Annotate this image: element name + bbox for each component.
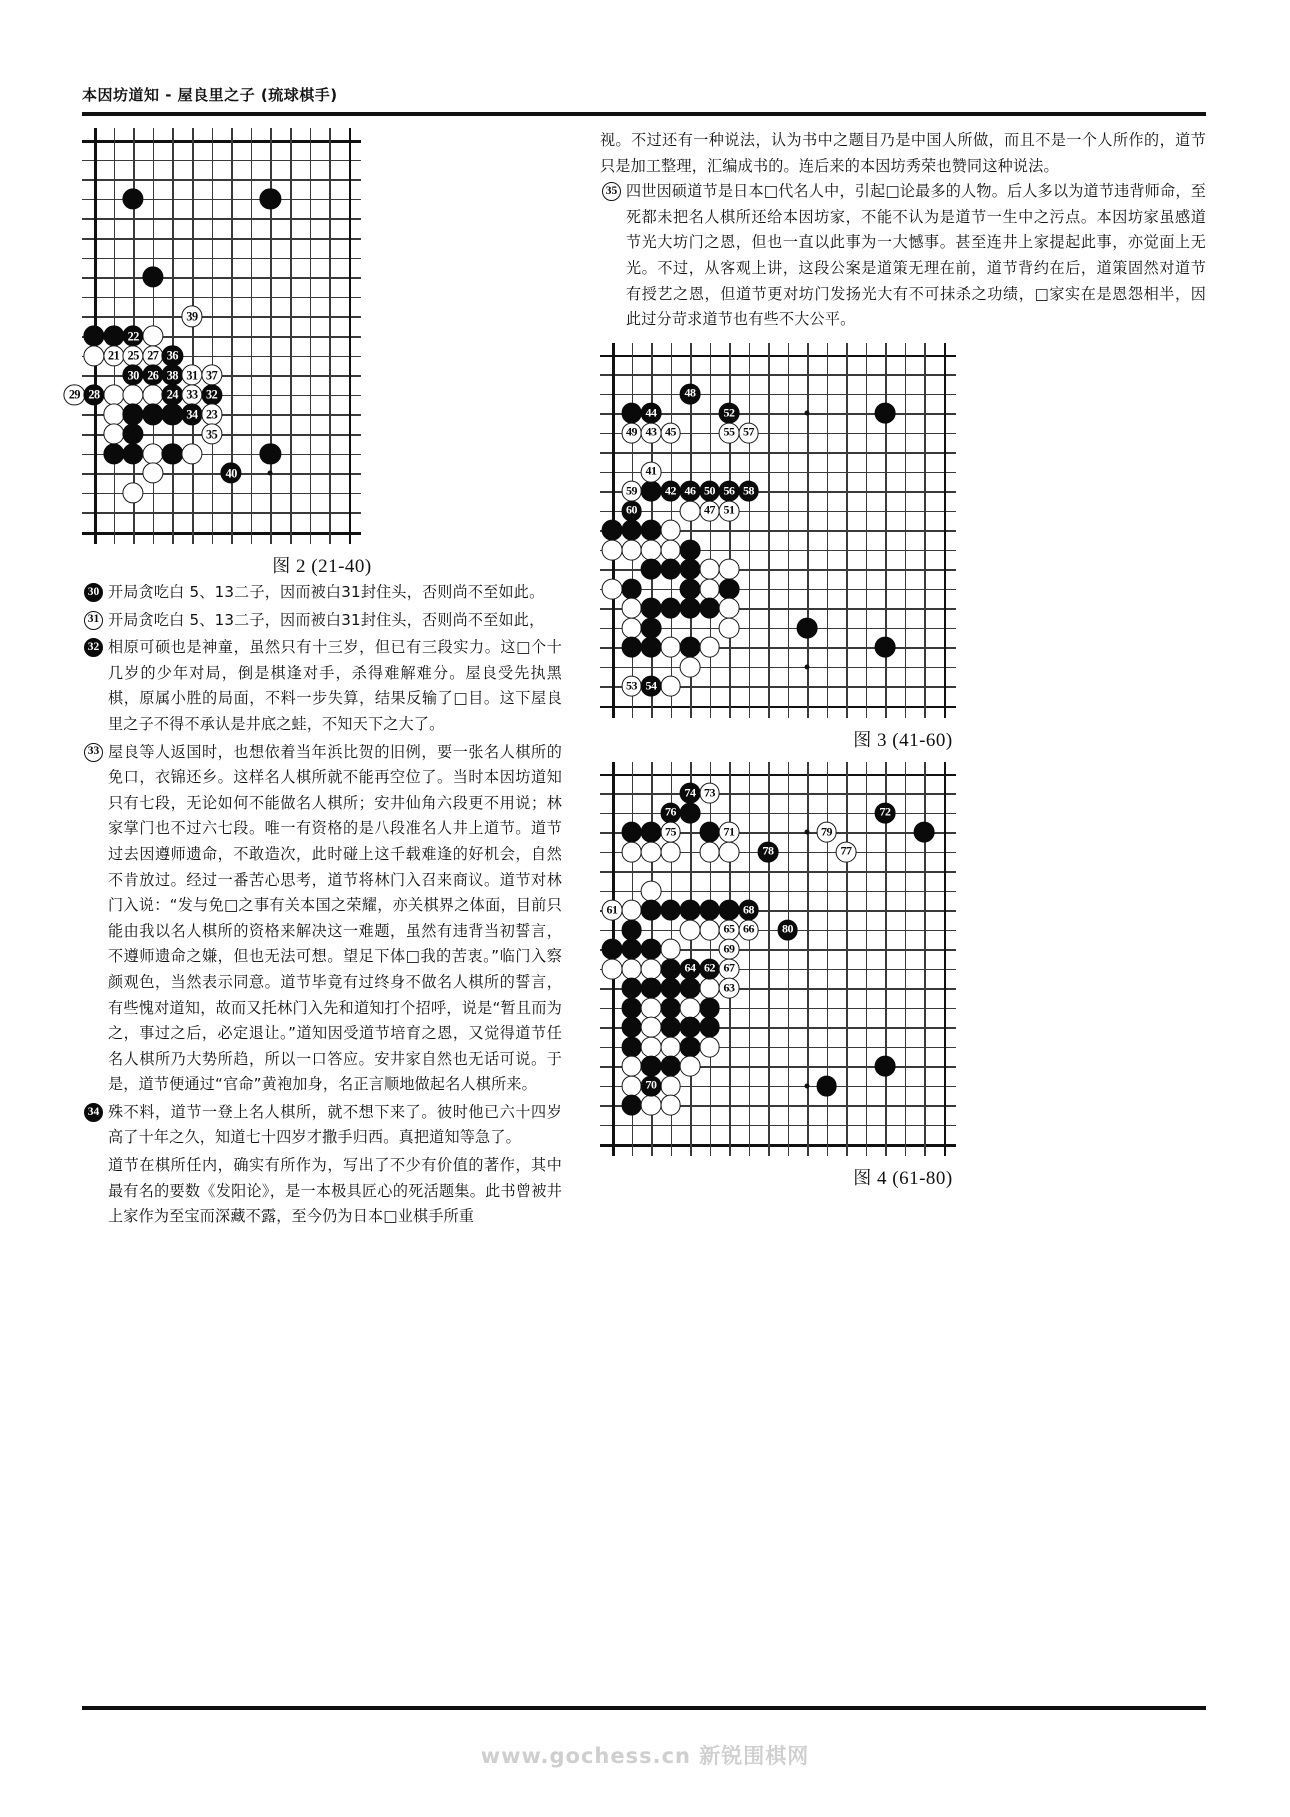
stone-marker-35: 35 bbox=[602, 182, 621, 201]
board-line-h bbox=[600, 871, 956, 873]
board-line-v bbox=[944, 343, 947, 718]
stone-black bbox=[641, 617, 662, 638]
stone-57: 57 bbox=[738, 422, 759, 443]
stone-52: 52 bbox=[719, 403, 740, 424]
stone-black bbox=[719, 900, 740, 921]
stone-white bbox=[641, 1036, 662, 1057]
stone-black bbox=[621, 403, 642, 424]
figure-4-caption bbox=[600, 1164, 1206, 1190]
stone-black bbox=[621, 822, 642, 843]
board-line-v bbox=[885, 343, 887, 718]
board-line-h bbox=[82, 258, 361, 260]
stone-white bbox=[680, 656, 701, 677]
stone-white bbox=[660, 939, 681, 960]
note-text: 开局贪吃白 5、13二子，因而被白31封住头，否则尚不至如此， bbox=[108, 610, 545, 629]
note-35-text: 四世因硕道节是日本□代名人中，引起□论最多的人物。后人多以为道节违背师命，至死都未把名人棋所还给本因坊家，不能不认为是道节一生中之污点。本因坊家虽感道节光大坊门之恩，但也一直以此事为一大憾事。甚至连井上家提起此事，亦觉面上无光。不过，从客观上讲，这段公案是道策无理在前，道节背约在后，道策固然对道节有授艺之恩，但道节更对坊门发扬光大有不可抹杀之功绩，□家实在是恩怨相半，因此过分苛求道节也有些不大公平。 bbox=[626, 182, 1206, 329]
board-line-v bbox=[251, 128, 253, 544]
stone-45: 45 bbox=[660, 422, 681, 443]
board-line-h bbox=[600, 813, 956, 815]
stone-white bbox=[621, 841, 642, 862]
board-line-h bbox=[600, 1125, 956, 1127]
board-line-v bbox=[192, 128, 194, 544]
board-line-v bbox=[905, 343, 907, 718]
board-line-h bbox=[600, 452, 956, 454]
stone-59: 59 bbox=[621, 481, 642, 502]
board-line-v bbox=[788, 343, 790, 718]
stone-black bbox=[816, 1075, 837, 1096]
stone-black bbox=[621, 1095, 642, 1116]
stone-26: 26 bbox=[142, 365, 163, 386]
stone-60: 60 bbox=[621, 500, 642, 521]
stone-black bbox=[621, 997, 642, 1018]
board-line-v bbox=[749, 343, 751, 718]
stone-black bbox=[660, 559, 681, 580]
stone-white bbox=[699, 1036, 720, 1057]
stone-76: 76 bbox=[660, 802, 681, 823]
stone-white bbox=[641, 1017, 662, 1038]
stone-white bbox=[699, 841, 720, 862]
board-line-v bbox=[349, 128, 352, 544]
stone-35: 35 bbox=[201, 423, 222, 444]
stone-64: 64 bbox=[680, 958, 701, 979]
stone-white bbox=[641, 841, 662, 862]
stone-white bbox=[719, 617, 740, 638]
board-line-v bbox=[212, 128, 214, 544]
figure-4-caption-cjk: 图 bbox=[853, 1168, 872, 1190]
stone-black bbox=[719, 578, 740, 599]
site-watermark: www.gochess.cn 新锐围棋网 bbox=[480, 1744, 810, 1768]
left-notes-list bbox=[82, 580, 562, 1230]
stone-39: 39 bbox=[181, 306, 202, 327]
stone-50: 50 bbox=[699, 481, 720, 502]
board-line-v bbox=[788, 762, 790, 1157]
stone-black bbox=[680, 1017, 701, 1038]
stone-22: 22 bbox=[123, 325, 144, 346]
stone-53: 53 bbox=[621, 676, 642, 697]
board-line-h bbox=[82, 512, 361, 514]
stone-28: 28 bbox=[83, 384, 104, 405]
star-point bbox=[268, 471, 273, 476]
stone-white bbox=[641, 997, 662, 1018]
stone-white bbox=[660, 637, 681, 658]
right-lead-paragraph: 视。不过还有一种说法，认为书中之题目乃是中国人所做，而且不是一个人所作的，道节只是加工整理，汇编成书的。连后来的本因坊秀荣也赞同这种说法。 bbox=[600, 131, 1206, 175]
star-point bbox=[805, 1083, 810, 1088]
figure-3-board-canvas bbox=[600, 343, 956, 718]
stone-43: 43 bbox=[641, 422, 662, 443]
stone-black bbox=[621, 578, 642, 599]
stone-65: 65 bbox=[719, 919, 740, 940]
stone-80: 80 bbox=[777, 919, 798, 940]
board-line-v bbox=[807, 343, 809, 718]
footer-rule bbox=[82, 1706, 1206, 1710]
board-line-h bbox=[82, 277, 361, 279]
stone-black bbox=[699, 997, 720, 1018]
stone-white bbox=[660, 539, 681, 560]
star-point bbox=[805, 664, 810, 669]
stone-46: 46 bbox=[680, 481, 701, 502]
stone-41: 41 bbox=[641, 461, 662, 482]
stone-white bbox=[660, 1036, 681, 1057]
stone-black bbox=[680, 598, 701, 619]
stone-white bbox=[641, 539, 662, 560]
stone-black bbox=[699, 1017, 720, 1038]
star-point bbox=[805, 411, 810, 416]
stone-69: 69 bbox=[719, 939, 740, 960]
stone-marker-33: 33 bbox=[84, 743, 103, 762]
stone-40: 40 bbox=[221, 463, 242, 484]
board-line-h bbox=[600, 793, 956, 795]
stone-white bbox=[719, 841, 740, 862]
stone-white bbox=[621, 900, 642, 921]
stone-white bbox=[660, 1075, 681, 1096]
stone-white bbox=[699, 559, 720, 580]
star-point bbox=[805, 830, 810, 835]
spacer-2 bbox=[600, 752, 1206, 762]
stone-42: 42 bbox=[660, 481, 681, 502]
stone-49: 49 bbox=[621, 422, 642, 443]
stone-white bbox=[699, 919, 720, 940]
stone-25: 25 bbox=[123, 345, 144, 366]
stone-73: 73 bbox=[699, 783, 720, 804]
stone-72: 72 bbox=[875, 802, 896, 823]
stone-white bbox=[621, 617, 642, 638]
stone-58: 58 bbox=[738, 481, 759, 502]
stone-black bbox=[621, 939, 642, 960]
stone-white bbox=[680, 500, 701, 521]
note-marker-slot bbox=[82, 638, 108, 658]
figure-4-board-canvas bbox=[600, 762, 956, 1157]
board-line-h bbox=[600, 667, 956, 669]
note-text: 道节在棋所任内，确实有所作为，写出了不少有价值的著作，其中最有名的要数《发阳论》，是一本极具匠心的死活题集。此书曾被井上家作为至宝而深藏不露，至今仍为日本□业棋手所重 bbox=[108, 1156, 562, 1226]
stone-black bbox=[641, 939, 662, 960]
stone-white bbox=[719, 559, 740, 580]
stone-white bbox=[621, 1075, 642, 1096]
board-line-h bbox=[600, 355, 956, 358]
board-line-h bbox=[600, 589, 956, 591]
stone-black bbox=[641, 481, 662, 502]
stone-black bbox=[621, 1036, 642, 1057]
stone-black bbox=[875, 1056, 896, 1077]
stone-white bbox=[602, 578, 623, 599]
stone-38: 38 bbox=[162, 365, 183, 386]
board-line-v bbox=[807, 762, 809, 1157]
stone-67: 67 bbox=[719, 958, 740, 979]
stone-black bbox=[680, 978, 701, 999]
board-line-h bbox=[82, 160, 361, 162]
stone-white bbox=[719, 598, 740, 619]
note-text: 开局贪吃白 5、13二子，因而被白31封住头，否则尚不至如此。 bbox=[108, 583, 545, 601]
stone-white bbox=[641, 958, 662, 979]
stone-black bbox=[680, 637, 701, 658]
stone-black bbox=[699, 822, 720, 843]
note-31 bbox=[82, 608, 562, 634]
stone-black bbox=[621, 919, 642, 940]
stone-white bbox=[621, 598, 642, 619]
note-marker-slot bbox=[82, 1156, 108, 1176]
stone-75: 75 bbox=[660, 822, 681, 843]
figure-2-board bbox=[68, 128, 562, 544]
stone-34: 34 bbox=[181, 404, 202, 425]
left-column bbox=[68, 128, 562, 1230]
stone-black bbox=[680, 1036, 701, 1057]
stone-black bbox=[660, 1017, 681, 1038]
board-line-h bbox=[600, 374, 956, 376]
stone-54: 54 bbox=[641, 676, 662, 697]
stone-black bbox=[660, 978, 681, 999]
stone-36: 36 bbox=[162, 345, 183, 366]
board-line-h bbox=[82, 532, 361, 535]
board-line-h bbox=[600, 774, 956, 777]
spacer-1 bbox=[600, 333, 1206, 343]
stone-white bbox=[680, 997, 701, 1018]
header-rule bbox=[82, 112, 1206, 116]
stone-24: 24 bbox=[162, 384, 183, 405]
board-line-v bbox=[329, 128, 331, 544]
right-column bbox=[600, 128, 1206, 1190]
board-line-h bbox=[600, 394, 956, 396]
board-line-v bbox=[768, 762, 770, 1157]
note-35-marker bbox=[600, 182, 626, 202]
stone-marker-32: 32 bbox=[84, 638, 103, 657]
stone-51: 51 bbox=[719, 500, 740, 521]
figure-3-caption-num: 3 (41-60) bbox=[877, 729, 953, 751]
note-34 bbox=[82, 1100, 562, 1151]
stone-black bbox=[660, 900, 681, 921]
note-32 bbox=[82, 635, 562, 737]
stone-black bbox=[641, 978, 662, 999]
board-line-v bbox=[768, 343, 770, 718]
figure-3-caption-cjk: 图 bbox=[853, 729, 872, 751]
stone-48: 48 bbox=[680, 383, 701, 404]
stone-white bbox=[680, 919, 701, 940]
note-cont-5 bbox=[82, 1153, 562, 1230]
stone-white bbox=[602, 539, 623, 560]
stone-black bbox=[797, 617, 818, 638]
stone-70: 70 bbox=[641, 1075, 662, 1096]
stone-black bbox=[660, 997, 681, 1018]
note-marker-slot bbox=[82, 611, 108, 631]
stone-29: 29 bbox=[64, 384, 85, 405]
stone-black bbox=[602, 520, 623, 541]
board-line-v bbox=[866, 343, 868, 718]
stone-black bbox=[875, 637, 896, 658]
stone-white bbox=[660, 520, 681, 541]
stone-white bbox=[660, 676, 681, 697]
stone-74: 74 bbox=[680, 783, 701, 804]
stone-68: 68 bbox=[738, 900, 759, 921]
stone-marker-31: 31 bbox=[84, 611, 103, 630]
board-line-v bbox=[846, 343, 848, 718]
stone-black bbox=[875, 403, 896, 424]
stone-white bbox=[680, 1056, 701, 1077]
board-line-v bbox=[710, 343, 712, 718]
figure-4-caption-num: 4 (61-80) bbox=[877, 1168, 953, 1190]
note-30 bbox=[82, 580, 562, 606]
board-line-v bbox=[729, 343, 731, 718]
stone-black bbox=[641, 1056, 662, 1077]
stone-79: 79 bbox=[816, 822, 837, 843]
stone-black bbox=[621, 1017, 642, 1038]
stone-black bbox=[680, 578, 701, 599]
stone-23: 23 bbox=[201, 404, 222, 425]
board-line-h bbox=[600, 511, 956, 513]
stone-black bbox=[699, 598, 720, 619]
stone-white bbox=[660, 1095, 681, 1116]
stone-white bbox=[621, 958, 642, 979]
stone-black bbox=[641, 598, 662, 619]
stone-black bbox=[621, 978, 642, 999]
board-line-v bbox=[172, 128, 174, 544]
stone-black bbox=[641, 822, 662, 843]
stone-62: 62 bbox=[699, 958, 720, 979]
stone-white bbox=[699, 578, 720, 599]
figure-2-board-canvas bbox=[68, 128, 361, 544]
stone-black bbox=[641, 520, 662, 541]
note-marker-slot bbox=[82, 583, 108, 603]
note-33 bbox=[82, 740, 562, 1098]
board-line-h bbox=[82, 238, 361, 240]
page-header-title: 本因坊道知 - 屋良里之子 (琉球棋手) bbox=[82, 86, 338, 104]
stone-black bbox=[602, 939, 623, 960]
board-line-v bbox=[905, 762, 907, 1157]
stone-27: 27 bbox=[142, 345, 163, 366]
board-line-v bbox=[749, 762, 751, 1157]
stone-white bbox=[641, 1095, 662, 1116]
figure-3-board bbox=[600, 343, 1206, 718]
board-line-v bbox=[290, 128, 292, 544]
stone-black bbox=[621, 637, 642, 658]
stone-63: 63 bbox=[719, 978, 740, 999]
board-line-h bbox=[82, 179, 361, 181]
stone-black bbox=[680, 539, 701, 560]
stone-66: 66 bbox=[738, 919, 759, 940]
board-line-h bbox=[82, 140, 361, 143]
figure-4-board bbox=[600, 762, 1206, 1157]
note-35 bbox=[600, 179, 1206, 333]
stone-white bbox=[602, 958, 623, 979]
note-marker-slot bbox=[82, 743, 108, 763]
stone-white bbox=[660, 841, 681, 862]
board-line-v bbox=[924, 343, 926, 718]
stone-black bbox=[641, 900, 662, 921]
stone-black bbox=[680, 802, 701, 823]
stone-white bbox=[699, 978, 720, 999]
stone-32: 32 bbox=[201, 384, 222, 405]
stone-56: 56 bbox=[719, 481, 740, 502]
stone-31: 31 bbox=[181, 365, 202, 386]
stone-marker-30: 30 bbox=[84, 583, 103, 602]
stone-21: 21 bbox=[103, 345, 124, 366]
stone-30: 30 bbox=[123, 365, 144, 386]
stone-44: 44 bbox=[641, 403, 662, 424]
stone-black bbox=[699, 900, 720, 921]
stone-white bbox=[621, 539, 642, 560]
stone-33: 33 bbox=[181, 384, 202, 405]
figure-2-caption-num: 2 (21-40) bbox=[296, 556, 372, 577]
stone-black bbox=[621, 520, 642, 541]
stone-55: 55 bbox=[719, 422, 740, 443]
note-text: 相原可硕也是神童，虽然只有十三岁，但已有三段实力。这□个十几岁的少年对局，倒是棋逢对手，杀得难解难分。屋良受先执黑棋，原属小胜的局面，不料一步失算，结果反输了□目。这下屋良里之子不得不承认是井底之蛙，不知天下之大了。 bbox=[108, 638, 562, 733]
stone-marker-34: 34 bbox=[84, 1103, 103, 1122]
stone-37: 37 bbox=[201, 365, 222, 386]
stone-black bbox=[660, 958, 681, 979]
stone-71: 71 bbox=[719, 822, 740, 843]
stone-black bbox=[680, 900, 701, 921]
figure-2-caption bbox=[82, 552, 562, 578]
stone-47: 47 bbox=[699, 500, 720, 521]
board-line-h bbox=[82, 218, 361, 220]
board-line-h bbox=[600, 706, 956, 709]
board-line-h bbox=[600, 1144, 956, 1147]
board-line-h bbox=[82, 316, 361, 318]
board-line-v bbox=[310, 128, 312, 544]
stone-black bbox=[680, 559, 701, 580]
stone-61: 61 bbox=[602, 900, 623, 921]
board-line-v bbox=[827, 343, 829, 718]
stone-black bbox=[641, 637, 662, 658]
board-line-v bbox=[944, 762, 947, 1157]
board-line-v bbox=[866, 762, 868, 1157]
stone-black bbox=[660, 1056, 681, 1077]
stone-black bbox=[641, 559, 662, 580]
stone-77: 77 bbox=[836, 841, 857, 862]
stone-white bbox=[621, 1056, 642, 1077]
stone-black bbox=[660, 598, 681, 619]
note-marker-slot bbox=[82, 1103, 108, 1123]
note-text: 殊不料，道节一登上名人棋所，就不想下来了。彼时他已六十四岁高了十年之久，知道七十四岁才撒手归西。真把道知等急了。 bbox=[108, 1102, 562, 1147]
stone-white bbox=[641, 880, 662, 901]
stone-white bbox=[699, 637, 720, 658]
note-text: 屋良等人返国时，也想依着当年浜比贺的旧例，要一张名人棋所的免口，衣锦还乡。这样名人棋所就不能再空位了。当时本因坊道知只有七段，无论如何不能做名人棋所；安井仙角六段更不用说；林家掌门也不过六七段。唯一有资格的是八段准名人井上道节。道节过去因遵师遗命，不敢造次，此时碰上这千载难逢的好机会，自然不肯放过。经过一番苦心思考，道节将林门入召来商议。道节对林门入说：“发与免□之事有关本国之荣耀，亦关棋界之体面，目前只能由我以名人棋所的资格来解决这一难题，虽然有违背当初誓言，不遵师遗命之嫌，但也无法可想。望足下体□我的苦衷。”临门入察颜观色，当然表示同意。道节毕竟有过终身不做名人棋所的誓言，有些愧对道知，故而又托林门入先和道知打个招呼，说是“暂且而为之，事过之后，必定退让。”道知因受道节培育之恩，又觉得道节任名人棋所乃大势所趋，所以一口答应。安井家自然也无话可说。于是，道节便通过“官命”黄袍加身，名正言顺地做起名人棋所来。 bbox=[108, 742, 562, 1094]
stone-78: 78 bbox=[758, 841, 779, 862]
figure-3-caption bbox=[600, 726, 1206, 752]
figure-2-caption-cjk: 图 bbox=[272, 556, 291, 577]
board-line-h bbox=[82, 297, 361, 299]
stone-black bbox=[914, 822, 935, 843]
board-line-v bbox=[846, 762, 848, 1157]
